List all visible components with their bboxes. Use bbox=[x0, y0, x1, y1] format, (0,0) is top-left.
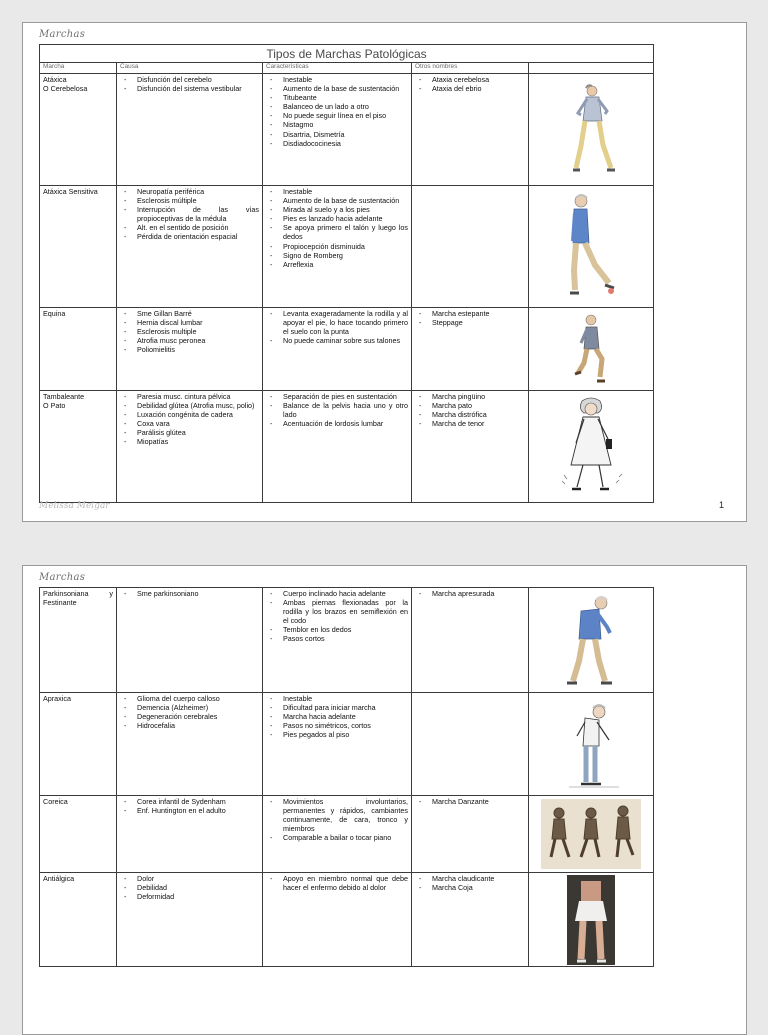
list-item: - Aumento de la base de sustentación bbox=[266, 196, 408, 205]
list-item: - Movimientos involuntarios, permanentes y rápidos, cambiantes continuamente, de cara, tronco y miembros bbox=[266, 797, 408, 833]
list-item: - Pies pegados al piso bbox=[266, 730, 408, 739]
page-header: Marchas bbox=[39, 572, 86, 583]
list-item: - Esclerosis múltiple bbox=[120, 196, 259, 205]
list-item: - Marcha hacia adelante bbox=[266, 712, 408, 721]
list-item: - Se apoya primero el talón y luego los dedos bbox=[266, 223, 408, 241]
list-item: - Luxación congénita de cadera bbox=[120, 410, 259, 419]
causes-cell bbox=[117, 796, 263, 873]
list-item: - Hernia discal lumbar bbox=[120, 318, 259, 327]
list-item: - Enf. Huntington en el adulto bbox=[120, 806, 259, 815]
list-item: - Disartria, Dismetría bbox=[266, 130, 408, 139]
features-cell bbox=[263, 308, 412, 391]
list-item: - Ambas piernas flexionadas por la rodilla y los brazos en semiflexión en el codo bbox=[266, 598, 408, 625]
table-row bbox=[40, 186, 654, 308]
table-row bbox=[40, 74, 654, 186]
list-item: - Atrofia musc peronea bbox=[120, 336, 259, 345]
list-item: - Sme parkinsoniano bbox=[120, 589, 259, 598]
list-item: - Marcha Danzante bbox=[415, 797, 525, 806]
gait-name-cell bbox=[40, 391, 117, 503]
features-cell bbox=[263, 186, 412, 308]
column-header-caracteristicas: Características bbox=[263, 63, 412, 74]
list-item: - Balanceo de un lado a otro bbox=[266, 102, 408, 111]
illustration-cell bbox=[529, 74, 654, 186]
list-item: - Coxa vara bbox=[120, 419, 259, 428]
illustration-cell bbox=[529, 391, 654, 503]
other-names-cell bbox=[412, 588, 529, 693]
table-row bbox=[40, 873, 654, 967]
antalgic-gait-photo bbox=[567, 875, 615, 965]
other-names-cell bbox=[412, 308, 529, 391]
list-item: - Glioma del cuerpo calloso bbox=[120, 694, 259, 703]
gait-name-line: Apraxica bbox=[43, 694, 71, 703]
list-item: - Dificultad para iniciar marcha bbox=[266, 703, 408, 712]
gait-name-line: O Pato bbox=[43, 401, 66, 411]
list-item: - Levanta exageradamente la rodilla y al apoyar el pie, lo hace tocando primero el suelo con la punta bbox=[266, 309, 408, 336]
list-item: - Demencia (Alzheimer) bbox=[120, 703, 259, 712]
features-cell bbox=[263, 74, 412, 186]
gait-name-line: Equina bbox=[43, 309, 66, 318]
list-item: - Dolor bbox=[120, 874, 259, 883]
illustration-cell bbox=[529, 588, 654, 693]
illustration-cell bbox=[529, 693, 654, 796]
list-item: - Marcha distrófica bbox=[415, 410, 525, 419]
gait-name-cell bbox=[40, 186, 117, 308]
causes-cell bbox=[117, 74, 263, 186]
list-item: - Signo de Romberg bbox=[266, 251, 408, 260]
list-item: - Debilidad bbox=[120, 883, 259, 892]
list-item: - Marcha de tenor bbox=[415, 419, 525, 428]
list-item: - Balance de la pelvis hacia uno y otro lado bbox=[266, 401, 408, 419]
causes-cell bbox=[117, 186, 263, 308]
list-item: - Arreflexia bbox=[266, 260, 408, 269]
list-item: - Pies es lanzado hacia adelante bbox=[266, 214, 408, 223]
sensory-ataxia-figure bbox=[561, 191, 621, 303]
other-names-cell bbox=[412, 186, 529, 308]
list-item: - Separación de pies en sustentación bbox=[266, 392, 408, 401]
parkinsonian-gait-figure bbox=[559, 591, 623, 691]
other-names-cell bbox=[412, 873, 529, 967]
list-item: - Aumento de la base de sustentación bbox=[266, 84, 408, 93]
list-item: - Paresia musc. cintura pélvica bbox=[120, 392, 259, 401]
causes-cell bbox=[117, 308, 263, 391]
gait-name-line: Parkinsoniana y Festinante bbox=[43, 589, 113, 608]
list-item: - Marcha pingüino bbox=[415, 392, 525, 401]
list-item: - Marcha pato bbox=[415, 401, 525, 410]
list-item: - Nistagmo bbox=[266, 120, 408, 129]
table-row bbox=[40, 391, 654, 503]
list-item: - Inestable bbox=[266, 694, 408, 703]
page-number: 1 bbox=[719, 500, 725, 510]
list-item: - Disfunción del cerebelo bbox=[120, 75, 259, 84]
list-item: - Cuerpo inclinado hacia adelante bbox=[266, 589, 408, 598]
column-header-otros-nombres: Otros nombres bbox=[412, 63, 529, 74]
causes-cell bbox=[117, 588, 263, 693]
list-item: - Propiocepción disminuida bbox=[266, 242, 408, 251]
features-cell bbox=[263, 873, 412, 967]
gait-name-cell bbox=[40, 308, 117, 391]
gait-name-line: Tambaleante bbox=[43, 392, 85, 401]
list-item: - Comparable a bailar o tocar piano bbox=[266, 833, 408, 842]
features-cell bbox=[263, 391, 412, 503]
list-item: - Inestable bbox=[266, 75, 408, 84]
list-item: - Inestable bbox=[266, 187, 408, 196]
table-row bbox=[40, 588, 654, 693]
list-item: - Pasos no simétricos, cortos bbox=[266, 721, 408, 730]
other-names-cell bbox=[412, 391, 529, 503]
gait-name-cell bbox=[40, 796, 117, 873]
list-item: - Temblor en los dedos bbox=[266, 625, 408, 634]
other-names-cell bbox=[412, 796, 529, 873]
waddling-gait-figure bbox=[556, 395, 626, 499]
list-item: - Apoyo en miembro normal que debe hacer el enfermo debido al dolor bbox=[266, 874, 408, 892]
features-cell bbox=[263, 693, 412, 796]
document-page-2 bbox=[22, 565, 747, 1035]
table-title: Tipos de Marchas Patológicas bbox=[40, 45, 654, 63]
gait-name-line: Coreica bbox=[43, 797, 68, 806]
table-row bbox=[40, 796, 654, 873]
list-item: - Alt. en el sentido de posición bbox=[120, 223, 259, 232]
gait-name-cell bbox=[40, 588, 117, 693]
list-item: - Miopatías bbox=[120, 437, 259, 446]
causes-cell bbox=[117, 873, 263, 967]
gait-name-line: Antiálgica bbox=[43, 874, 75, 883]
list-item: - Disdiadococinesia bbox=[266, 139, 408, 148]
ataxic-gait-figure bbox=[561, 79, 621, 179]
list-item: - Mirada al suelo y a los pies bbox=[266, 205, 408, 214]
illustration-cell bbox=[529, 186, 654, 308]
choreic-gait-figure bbox=[539, 797, 643, 871]
list-item: - Sme Gillan Barré bbox=[120, 309, 259, 318]
list-item: - Interrupción de las vías propioceptivas de la médula bbox=[120, 205, 259, 223]
list-item: - Titubeante bbox=[266, 93, 408, 102]
column-header-image bbox=[529, 63, 654, 74]
causes-cell bbox=[117, 391, 263, 503]
list-item: - Pérdida de orientación espacial bbox=[120, 232, 259, 241]
list-item: - Corea infantil de Sydenham bbox=[120, 797, 259, 806]
gait-name-cell bbox=[40, 873, 117, 967]
apraxic-gait-figure bbox=[559, 698, 623, 794]
column-header-marcha: Marcha bbox=[40, 63, 117, 74]
gait-name-cell bbox=[40, 693, 117, 796]
list-item: - Marcha Coja bbox=[415, 883, 525, 892]
list-item: - Debilidad glútea (Atrofia musc, polio) bbox=[120, 401, 259, 410]
list-item: - Acentuación de lordosis lumbar bbox=[266, 419, 408, 428]
list-item: - Marcha claudicante bbox=[415, 874, 525, 883]
other-names-cell bbox=[412, 693, 529, 796]
list-item: - Marcha estepante bbox=[415, 309, 525, 318]
features-cell bbox=[263, 588, 412, 693]
column-header-causa: Causa bbox=[117, 63, 263, 74]
list-item: - Steppage bbox=[415, 318, 525, 327]
table-row bbox=[40, 693, 654, 796]
gait-table-part-1 bbox=[39, 44, 654, 503]
list-item: - Disfunción del sistema vestibular bbox=[120, 84, 259, 93]
gait-name-cell bbox=[40, 74, 117, 186]
illustration-cell bbox=[529, 308, 654, 391]
document-page-1 bbox=[22, 22, 747, 522]
list-item: - No puede caminar sobre sus talones bbox=[266, 336, 408, 345]
list-item: - No puede seguir línea en el piso bbox=[266, 111, 408, 120]
features-cell bbox=[263, 796, 412, 873]
illustration-cell bbox=[529, 873, 654, 967]
gait-table-part-2 bbox=[39, 587, 654, 967]
gait-name-line: Atáxica bbox=[43, 75, 67, 84]
list-item: - Esclerosis multiple bbox=[120, 327, 259, 336]
illustration-cell bbox=[529, 796, 654, 873]
list-item: - Ataxia del ebrio bbox=[415, 84, 525, 93]
list-item: - Degeneración cerebrales bbox=[120, 712, 259, 721]
list-item: - Poliomielitis bbox=[120, 345, 259, 354]
other-names-cell bbox=[412, 74, 529, 186]
list-item: - Marcha apresurada bbox=[415, 589, 525, 598]
gait-name-line: O Cerebelosa bbox=[43, 84, 88, 94]
list-item: - Neuropatía periférica bbox=[120, 187, 259, 196]
list-item: - Deformidad bbox=[120, 892, 259, 901]
list-item: - Parálisis glútea bbox=[120, 428, 259, 437]
page-header: Marchas bbox=[39, 29, 86, 40]
list-item: - Hidrocefalia bbox=[120, 721, 259, 730]
table-row bbox=[40, 308, 654, 391]
list-item: - Pasos cortos bbox=[266, 634, 408, 643]
gait-name-line: Atáxica Sensitiva bbox=[43, 187, 98, 196]
causes-cell bbox=[117, 693, 263, 796]
signature: Melissa Melgar bbox=[39, 501, 110, 511]
list-item: - Ataxia cerebelosa bbox=[415, 75, 525, 84]
steppage-gait-figure bbox=[566, 311, 616, 389]
